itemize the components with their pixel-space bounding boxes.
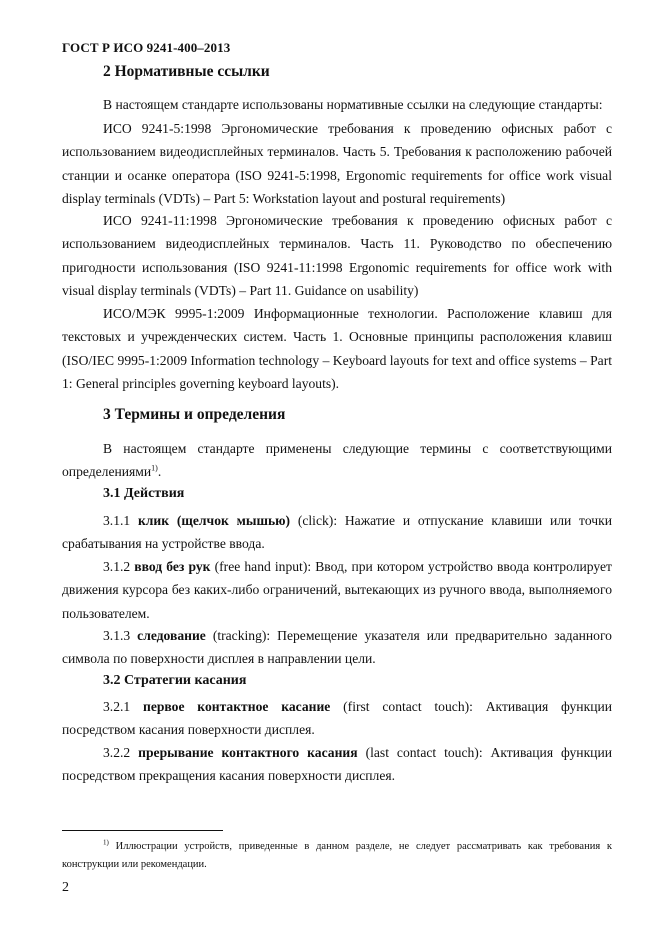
term-name: ввод без рук [134,559,211,574]
term-definition: (last contact touch): Активация функции посредством прекращения касания поверхности дисплея. [62,745,612,784]
term-3-2-2 [62,741,612,788]
reference-iso-9241-5: ИСО 9241-5:1998 Эргономические требования к проведению офисных работ с использованием видеодисплейных терминалов. Часть 5. Требования к расположению рабочей станции и осанке оператора (ISO 9241-5:1998, Ergonomic requirements for office work visual display terminals (VDTs) – Part 5: Workstation layout and postural requirements) [62,121,612,207]
section-3-intro-end: . [157,464,162,480]
footnote-reference: 1) [151,463,158,473]
term-definition: (first contact touch): Активация функции посредством касания поверхности дисплея. [62,699,613,738]
page-number: 2 [62,880,69,895]
subsection-3-2-title: 3.2 Стратегии касания [103,673,247,688]
term-number: 3.2.2 [103,745,131,760]
term-definition: (tracking): Перемещение указателя или предварительно заданного символа по поверхности дисплея в направлении цели. [62,628,612,667]
term-name: первое контактное касание [143,699,331,714]
reference-iso-9241-11: ИСО 9241-11:1998 Эргономические требования к проведению офисных работ с использованием видеодисплейных терминалов. Часть 11. Руководство по обеспечению пригодности использования (ISO 9241-11:1998 Ergonomic requirements for office work with visual display terminals (VDTs) – Part 11. Guidance on usability) [62,213,612,299]
term-3-2-1 [62,695,612,742]
section-2-intro: В настоящем стандарте использованы нормативные ссылки на следующие стандарты: [103,97,603,112]
term-name: клик (щелчок мышью) [137,513,291,528]
footnote [62,838,612,874]
term-number: 3.1.1 [103,513,131,528]
term-name: следование [137,628,206,643]
subsection-3-1-title: 3.1 Действия [103,486,185,501]
section-2-title: 2 Нормативные ссылки [103,63,270,80]
footnote-mark: 1) [103,838,109,847]
section-3-intro-text: В настоящем стандарте применены следующие термины с соответствующими определениями [62,441,612,480]
reference-iso-iec-9995-1: ИСО/МЭК 9995-1:2009 Информационные технологии. Расположение клавиш для текстовых и учрежденческих систем. Часть 1. Основные принципы расположения клавиш (ISO/IEC 9995-1:2009 Information technology – Keyboard layouts for text and office systems – Part 1: General principles governing keyboard layouts). [62,306,612,392]
standard-code-header: ГОСТ Р ИСО 9241-400–2013 [62,40,231,55]
section-3-title: 3 Термины и определения [103,406,286,423]
term-3-1-3 [62,624,612,671]
section-3-intro [62,437,612,484]
term-number: 3.1.2 [103,559,131,574]
term-number: 3.1.3 [103,628,131,643]
term-number: 3.2.1 [103,699,131,714]
term-name: прерывание контактного касания [138,745,358,760]
term-3-1-2 [62,555,612,625]
term-definition: (click): Нажатие и отпускание клавиши или точки срабатывания на устройстве ввода. [62,513,612,552]
footnote-text: Иллюстрации устройств, приведенные в данном разделе, не следует рассматривать как требования к конструкции или рекомендации. [62,841,613,870]
footnote-separator [62,830,223,831]
term-definition: (free hand input): Ввод, при котором устройство ввода контролирует движения курсора без каких-либо ограничений, вытекающих из ручного ввода, выполняемого пользователем. [62,559,612,621]
term-3-1-1 [62,509,612,556]
